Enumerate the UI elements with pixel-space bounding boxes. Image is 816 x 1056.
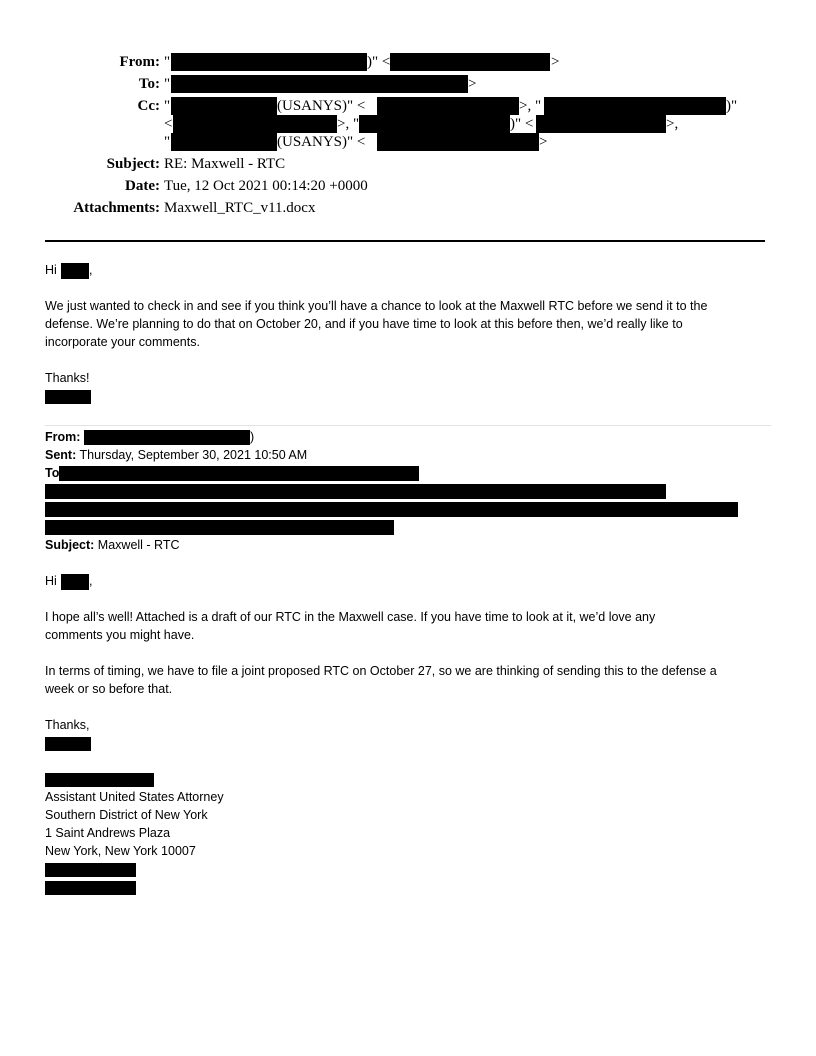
quoted-sent: Sent: Thursday, September 30, 2021 10:50 AM [45,448,308,462]
redaction-box [377,133,539,151]
quoted-body-line: In terms of timing, we have to file a joint proposed RTC on October 27, so we are thinking of sending this to the defense a [45,664,717,678]
cc-usanys-1: (USANYS)" < [277,98,366,114]
redaction-box [45,520,394,535]
signature-title: Assistant United States Attorney [45,790,224,804]
redaction-box [171,97,277,115]
to-quote: " [164,76,171,92]
redaction-box [377,97,519,115]
reply-signoff: Thanks! [45,371,90,385]
quoted-from-label: From: [45,430,81,444]
redaction-box [61,263,89,279]
reply-body-line: defense. We’re planning to do that on October 20, and if you have time to look at this before then, we’d really like to [45,317,683,331]
cc-separator-3: )" < [510,116,534,132]
redaction-box [171,75,468,93]
redaction-box [45,737,91,751]
redaction-box [45,773,154,787]
cc-end-2: >, [666,116,679,132]
header-divider [45,240,765,242]
from-end: > [551,54,560,70]
from-label: From: [119,54,160,70]
redaction-box [390,53,550,71]
quoted-subject: Subject: Maxwell - RTC [45,538,180,552]
reply-greeting: Hi [45,263,57,277]
reply-body-line: incorporate your comments. [45,335,200,349]
redaction-box [45,502,738,517]
signature-address: 1 Saint Andrews Plaza [45,826,171,840]
cc-end-1: )" [726,98,738,114]
cc-quote: " [164,98,171,114]
quoted-signoff: Thanks, [45,718,90,732]
redaction-box [45,881,136,895]
from-quote: " [164,54,171,70]
redaction-box [544,97,726,115]
redaction-box [171,133,277,151]
quoted-from-end: ) [250,430,255,444]
quoted-body-line: I hope all’s well! Attached is a draft of our RTC in the Maxwell case. If you have time to look at it, we’d love any [45,610,656,624]
date-label: Date: [125,178,160,194]
signature-office: Southern District of New York [45,808,208,822]
cc-end-3: > [539,134,548,150]
quoted-greeting: Hi [45,574,57,588]
redaction-box [84,430,250,445]
cc-lt: < [164,116,173,132]
attachment-filename[interactable]: Maxwell_RTC_v11.docx [164,200,316,216]
quoted-to-label: To [45,466,60,480]
attachments-label: Attachments: [73,200,160,216]
redaction-box [61,574,89,590]
redaction-box [359,115,510,133]
cc-quote-3: " [164,134,171,150]
redaction-box [173,115,337,133]
reply-body-line: We just wanted to check in and see if you think you’ll have a chance to look at the Maxwell RTC before we send it to the [45,299,708,313]
cc-usanys-2: (USANYS)" < [277,134,366,150]
subject-value: RE: Maxwell - RTC [164,156,286,172]
redaction-box [45,390,91,404]
redaction-box [45,484,666,499]
to-label: To: [138,76,160,92]
to-end: > [468,76,477,92]
quoted-body-line: comments you might have. [45,628,195,642]
signature-address: New York, New York 10007 [45,844,196,858]
from-separator: )" < [367,54,391,70]
redaction-box [59,466,419,481]
reply-greeting-comma: , [89,263,93,277]
cc-separator-1: >, " [519,98,542,114]
quoted-greeting-comma: , [89,574,93,588]
subject-label: Subject: [106,156,160,172]
redaction-box [45,863,136,877]
cc-label: Cc: [137,98,160,114]
redaction-box [171,53,367,71]
quoted-body-line: week or so before that. [45,682,173,696]
date-value: Tue, 12 Oct 2021 00:14:20 +0000 [164,178,368,194]
redaction-box [536,115,666,133]
cc-separator-2: >, " [337,116,360,132]
quoted-divider [45,425,771,426]
